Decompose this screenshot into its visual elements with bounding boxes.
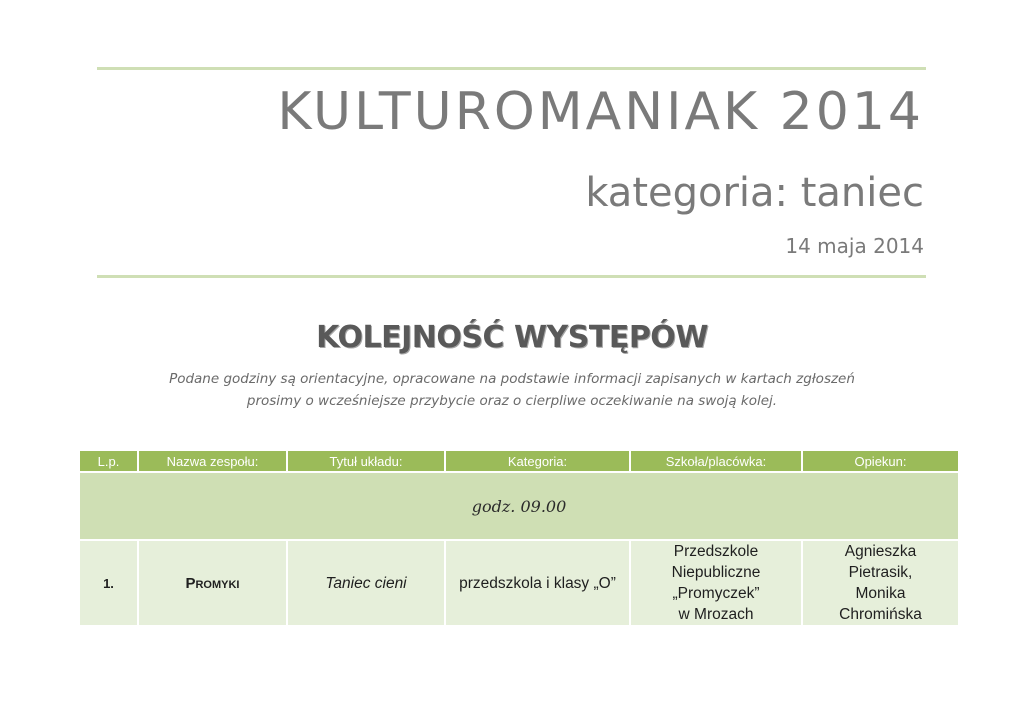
school-line: Przedszkole bbox=[673, 543, 759, 560]
cell-routine-title: Taniec cieni bbox=[287, 540, 445, 625]
info-note-line-2: prosimy o wcześniejsze przybycie oraz o cierpliwe oczekiwanie na swoją kolej. bbox=[246, 393, 778, 409]
cell-coach bbox=[802, 540, 958, 625]
column-header-school: Szkoła/placówka: bbox=[630, 451, 802, 472]
column-header-coach: Opiekun: bbox=[802, 451, 958, 472]
coach-line: Agnieszka bbox=[844, 543, 917, 560]
bottom-divider bbox=[97, 275, 926, 278]
time-slot-label: godz. 09.00 bbox=[80, 472, 958, 540]
school-line: Niepubliczne bbox=[671, 564, 761, 581]
section-heading: KOLEJNOŚĆ WYSTĘPÓW bbox=[316, 320, 708, 355]
cell-school bbox=[630, 540, 802, 625]
column-header-team: Nazwa zespołu: bbox=[138, 451, 287, 472]
top-divider bbox=[97, 67, 926, 70]
event-date: 14 maja 2014 bbox=[785, 234, 924, 258]
column-header-routine: Tytuł układu: bbox=[287, 451, 445, 472]
coach-line: Chromińska bbox=[839, 606, 922, 623]
school-line: w Mrozach bbox=[678, 606, 754, 623]
column-header-lp: L.p. bbox=[80, 451, 138, 472]
category-subtitle: kategoria: taniec bbox=[585, 170, 924, 216]
time-slot-row bbox=[80, 472, 958, 540]
cell-category: przedszkola i klasy „O” bbox=[445, 540, 630, 625]
table-header-row bbox=[80, 451, 958, 472]
coach-line: Pietrasik, bbox=[848, 564, 913, 581]
schedule-table bbox=[80, 451, 958, 625]
cell-lp: 1. bbox=[80, 540, 138, 625]
info-note-line-1: Podane godziny są orientacyjne, opracowane na podstawie informacji zapisanych w kartach zgłoszeń bbox=[169, 371, 855, 387]
column-header-category: Kategoria: bbox=[445, 451, 630, 472]
table-row bbox=[80, 540, 958, 625]
school-line: „Promyczek” bbox=[672, 585, 760, 602]
event-title: KULTUROMANIAK 2014 bbox=[277, 82, 924, 142]
coach-line: Monika bbox=[855, 585, 906, 602]
cell-team-name: Promyki bbox=[138, 540, 287, 625]
